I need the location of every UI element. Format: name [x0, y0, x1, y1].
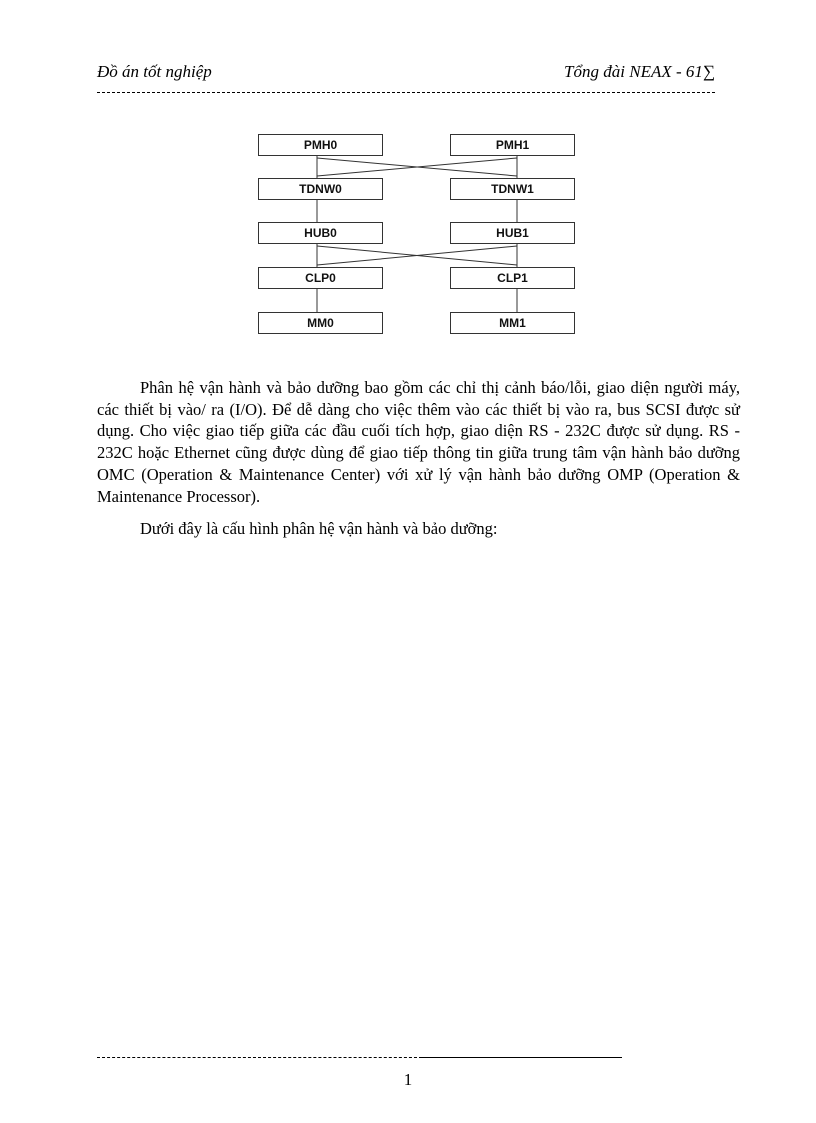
- page-number: 1: [403, 1070, 413, 1089]
- node-pmh0: PMH0: [258, 134, 383, 156]
- footer-divider-dashed: [97, 1057, 422, 1058]
- node-mm0: MM0: [258, 312, 383, 334]
- footer-divider-solid: [422, 1057, 622, 1058]
- node-tdnw1: TDNW1: [450, 178, 575, 200]
- node-clp0: CLP0: [258, 267, 383, 289]
- node-mm1: MM1: [450, 312, 575, 334]
- paragraph-intro-config: Dưới đây là cấu hình phân hệ vận hành và bảo dưỡng:: [140, 519, 498, 538]
- node-hub0: HUB0: [258, 222, 383, 244]
- node-clp1: CLP1: [450, 267, 575, 289]
- node-hub1: HUB1: [450, 222, 575, 244]
- header-right-title: Tổng đài NEAX - 61∑: [564, 62, 715, 81]
- page-header: [97, 62, 715, 84]
- paragraph-description: Phân hệ vận hành và bảo dưỡng bao gồm các chỉ thị cảnh báo/lỗi, giao diện người máy, các thiết bị vào/ ra (I/O). Để dễ dàng cho việc thêm vào các thiết bị vào ra, bus SCSI được sử dụng. Cho việc giao tiếp giữa các đầu cuối tích hợp, giao diện RS - 232C được sử dụng. RS - 232C hoặc Ethernet cũng được dùng để giao tiếp thông tin giữa trung tâm vận hành bảo dưỡng OMC (Operation & Maintenance Center) với xử lý vận hành bảo dưỡng OMP (Operation & Maintenance Processor).: [97, 378, 740, 506]
- header-left-title: Đồ án tốt nghiệp: [97, 62, 212, 81]
- header-divider: [97, 92, 715, 93]
- node-tdnw0: TDNW0: [258, 178, 383, 200]
- system-diagram: [255, 130, 580, 340]
- node-pmh1: PMH1: [450, 134, 575, 156]
